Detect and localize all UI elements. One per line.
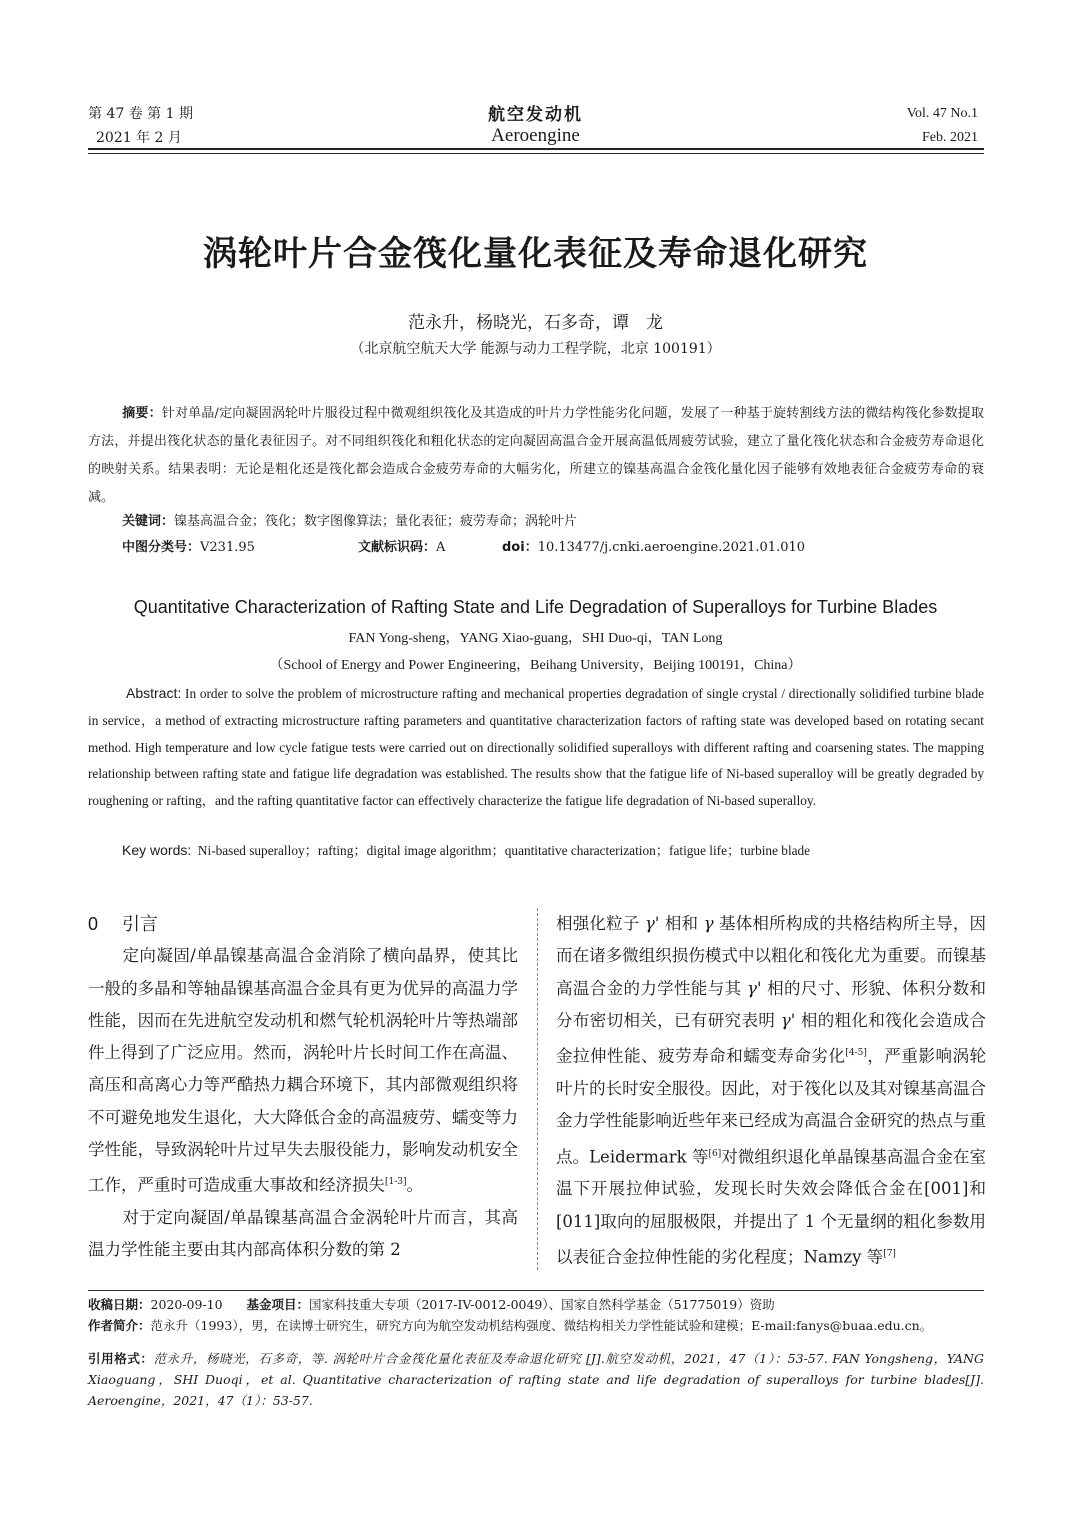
section-title: 引言: [122, 914, 158, 934]
paragraph-text: 对于定向凝固/单晶镍基高温合金涡轮叶片而言，其高温力学性能主要由其内部高体积分数的第 2: [88, 1208, 518, 1260]
affiliation-cn: （北京航空航天大学 能源与动力工程学院，北京 100191）: [350, 341, 721, 357]
section-heading: [88, 908, 518, 940]
doi-value: 10.13477/j.cnki.aeroengine.2021.01.010: [537, 540, 806, 555]
abstract-cn-label: 摘要：: [122, 406, 162, 421]
paper-title-en: Quantitative Characterization of Rafting State and Life Degradation of Superalloys for Turbine Blades: [133, 597, 938, 617]
clc-value: V231.95: [200, 540, 255, 555]
footnote-rule: [88, 1290, 984, 1291]
keywords-en-text: Ni-based superalloy；rafting；digital image algorithm；quantitative characterization；fatigue life；turbine blade: [197, 843, 811, 858]
volume-info: [907, 102, 978, 150]
volume-number: Vol. 47 No.1: [906, 106, 978, 121]
abstract-en-label: Abstract:: [126, 685, 182, 701]
doc-code-value: A: [436, 540, 446, 555]
issue-date: 2021 年 2 月: [96, 130, 182, 146]
keywords-cn-label: 关键词：: [122, 514, 175, 529]
column-divider: [537, 908, 538, 1270]
paragraph: [556, 908, 986, 1274]
author-bio-label: 作者简介：: [88, 1318, 151, 1333]
keywords-en-label: Key words:: [122, 842, 192, 858]
fund-label: 基金项目：: [246, 1297, 309, 1312]
citation-ref: [4-5]: [845, 1048, 867, 1059]
gamma-prime-symbol: γ': [747, 978, 762, 998]
citation-format: [88, 1348, 984, 1411]
paragraph-text: ，严重影响涡轮叶片的长时安全服役。因此，对于筏化以及其对镍基高温合金力学性能影响近些年来已经成为高温合金研究的热点与重点。Leidermark 等: [556, 1046, 987, 1167]
authors-en: FAN Yong-sheng，YANG Xiao-guang，SHI Duo-qi，TAN Long: [348, 631, 723, 646]
clc-label: 中图分类号：: [122, 540, 201, 555]
abstract-cn-text: 针对单晶/定向凝固涡轮叶片服役过程中微观组织筏化及其造成的叶片力学性能劣化问题，发展了一种基于旋转割线方法的微结构筏化参数提取方法，并提出筏化状态的量化表征因子。对不同组织筏化和粗化状态的定向凝固高温合金开展高温低周疲劳试验，建立了量化筏化状态和合金疲劳寿命退化的映射关系。结果表明：无论是粗化还是筏化都会造成合金疲劳寿命的大幅劣化，所建立的镍基高温合金筏化量化因子能够有效地表征合金疲劳寿命的衰减。: [88, 406, 984, 505]
authors-cn: 范永升，杨晓光，石多奇，谭 龙: [408, 313, 663, 333]
paragraph-text: 基体相所构成的共格结构所主导，因而在诸多微组织损伤模式中以粗化和筏化尤为重要。而镍基高温合金的力学性能与其: [556, 914, 987, 998]
header-rule-thin: [88, 153, 984, 154]
received-label: 收稿日期：: [88, 1297, 151, 1312]
citation-label: 引用格式：: [88, 1351, 154, 1366]
paragraph-text: 相和: [664, 914, 699, 933]
author-bio-line: [88, 1315, 988, 1336]
keywords-cn: [122, 510, 577, 534]
fund-value: 国家科技重大专项（2017-IV-0012-0049）、国家自然科学基金（51775019）资助: [308, 1297, 775, 1312]
issue-number: 第 47 卷 第 1 期: [88, 106, 193, 122]
citation-ref: [6]: [708, 1148, 722, 1159]
body-left-column: [88, 908, 518, 1267]
received-fund-line: [88, 1294, 988, 1315]
abstract-en-text: In order to solve the problem of microstructure rafting and mechanical properties degradation of single crystal / directionally solidified turbine blade in service，a method of extracting microstructure rafting parameters and quantitative characterization factors of rafting state was developed based on rotating secant method. High temperature and low cycle fatigue tests were carried out on directionally solidified superalloys with different rafting and coarsening states. The mapping relationship between rafting state and fatigue life degradation was established. The results show that the fatigue life of Ni-based superalloy will be greatly degraded by roughening or rafting，and the rafting quantitative factor can effectively characterize the fatigue life degradation of Ni-based superalloy.: [88, 686, 984, 809]
keywords-en: [122, 837, 810, 864]
footnote-info: [88, 1294, 988, 1336]
paragraph-text: 相的尺寸、形貌、体积分数和分布密切相关，已有研究表明: [556, 978, 987, 1030]
paragraph-end: 。: [406, 1175, 424, 1195]
header-rule-thick: [88, 148, 984, 150]
abstract-en: [88, 680, 984, 815]
doi-label: doi：: [502, 540, 538, 555]
abstract-cn: [88, 400, 984, 512]
gamma-symbol: γ: [703, 914, 714, 933]
classification-line: [122, 536, 982, 560]
journal-name-cn: 航空发动机: [488, 105, 583, 125]
body-right-column: [556, 908, 986, 1274]
paragraph-text: 相强化粒子: [556, 914, 640, 933]
citation-value: 范永升，杨晓光，石多奇，等. 涡轮叶片合金筏化量化表征及寿命退化研究 [J].航空发动机，2021，47（1）：53-57. FAN Yongsheng，YANG Xiaoguang，SHI Duoqi，et al. Quantitative characterization of rafting state and life degradation of superalloys for turbine blades[J]. Aeroengine，2021，47（1）：53-57.: [88, 1351, 984, 1408]
section-number: 0: [88, 914, 99, 934]
received-value: 2020-09-10: [150, 1297, 223, 1312]
paper-title-cn: 涡轮叶片合金筏化量化表征及寿命退化研究: [203, 234, 868, 274]
keywords-cn-text: 镍基高温合金；筏化；数字图像算法；量化表征；疲劳寿命；涡轮叶片: [174, 514, 578, 529]
gamma-prime-symbol: γ': [644, 914, 660, 933]
paragraph: [88, 1202, 518, 1267]
doc-code-label: 文献标识码：: [358, 540, 437, 555]
author-bio-value: 范永升（1993），男，在读博士研究生，研究方向为航空发动机结构强度、微结构相关力学性能试验和建模；E-mail:fanys@buaa.edu.cn。: [150, 1318, 933, 1333]
paragraph-text: 定向凝固/单晶镍基高温合金消除了横向晶界，使其比一般的多晶和等轴晶镍基高温合金具有更为优异的高温力学性能，因而在先进航空发动机和燃气轮机涡轮叶片等热端部件上得到了广泛应用。然而，涡轮叶片长时间工作在高温、高压和高离心力等严酷热力耦合环境下，其内部微观组织将不可避免地发生退化，大大降低合金的高温疲劳、蠕变等力学性能，导致涡轮叶片过早失去服役能力，影响发动机安全工作，严重时可造成重大事故和经济损失: [88, 946, 518, 1195]
paragraph-text: 相的粗化和筏化会造成合金拉伸性能、疲劳寿命和蠕变寿命劣化: [556, 1010, 986, 1066]
citation-ref: [1-3]: [385, 1177, 407, 1188]
paragraph-text: 对微组织退化单晶镍基高温合金在室温下开展拉伸试验，发现长时失效会降低合金在[001]和[011]取向的屈服极限，并提出了 1 个无量纲的粗化参数用以表征合金拉伸性能的劣化程度；Namzy 等: [556, 1147, 987, 1267]
affiliation-en: （School of Energy and Power Engineering，Beihang University，Beijing 100191，China）: [269, 658, 802, 673]
gamma-prime-symbol: γ': [780, 1010, 796, 1030]
paragraph: [88, 940, 518, 1202]
citation-ref: [7]: [883, 1248, 896, 1259]
journal-name-en: Aeroengine: [491, 125, 580, 146]
volume-date: Feb. 2021: [922, 130, 978, 145]
